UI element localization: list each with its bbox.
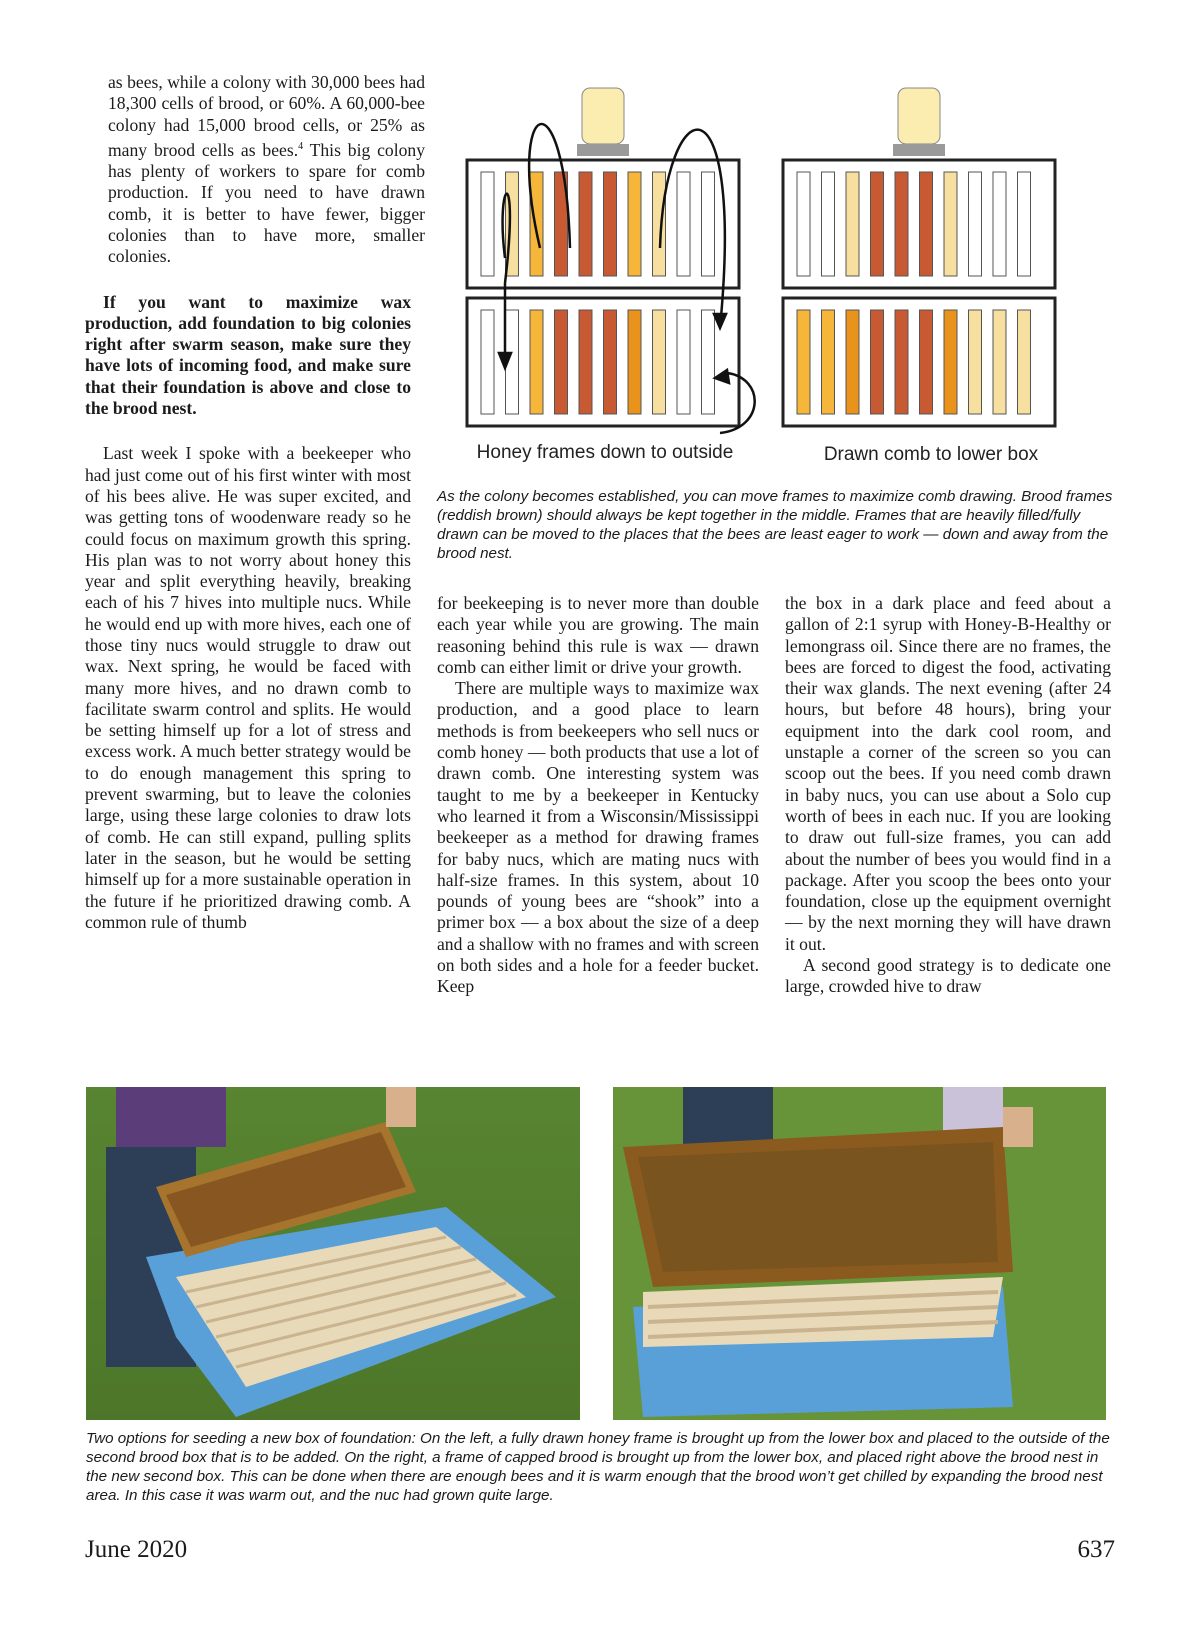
frame-brown: [871, 172, 884, 276]
frame-gold: [797, 310, 810, 414]
frame-brown: [604, 172, 617, 276]
frame-pale: [846, 172, 859, 276]
text-column-left: [85, 72, 425, 933]
frame-orange: [628, 310, 641, 414]
frame-white: [1018, 172, 1031, 276]
paragraph-left-1-cont: This big colony has plenty of workers to spare for comb production. If you need to have drawn comb, it is better to have fewer, bigger colonies than to have more, smaller colonies.: [108, 139, 425, 267]
paragraph-left-1: as bees, while a colony with 30,000 bees had 18,300 cells of brood, or 60%. A 60,000-bee colony had 15,000 brood cells, or 25% as many brood cells as bees.: [108, 72, 425, 160]
frame-white: [481, 172, 494, 276]
feeder-jar-right: [893, 88, 945, 156]
diagram-caption: As the colony becomes established, you can move frames to maximize comb drawing. Brood frames (reddish brown) should always be kept together in the middle. Frames that are heavily filled/fully drawn can be moved to the places that the bees are least eager to work — down and away from the brood nest.: [437, 488, 1113, 562]
frame-orange: [944, 310, 957, 414]
paragraph-right-1: the box in a dark place and feed about a gallon of 2:1 syrup with Honey-B-Healthy or lemongrass oil. Since there are no frames, the bees are forced to digest the food, activating their wax glands. The next evening (after 24 hours, but before 48 hours), bring your equipment into the dark cool room, and unstaple a corner of the screen so you can scoop out the bees. If you need comb drawn in baby nucs, you can use about a Solo cup worth of bees in each nuc. If you are looking to draw out full-size frames, you can add about the number of bees you would find in a package. After you scoop the bees onto your foundation, close up the equipment overnight — by the next morning they will have drawn it out.: [785, 593, 1111, 954]
frame-white: [677, 310, 690, 414]
frame-pale: [993, 310, 1006, 414]
pullout-bold-paragraph: If you want to maximize wax production, add foundation to big colonies right after swarm season, make sure they have lots of incoming food, and make sure that their foundation is above and close to the brood nest.: [85, 291, 411, 419]
footnote-marker: 4: [298, 140, 304, 152]
frame-brown: [555, 310, 568, 414]
photo-caption: Two options for seeding a new box of foundation: On the left, a fully drawn honey frame is brought up from the lower box and placed to the outside of the second brood box that is to be added. On the right, a frame of capped brood is brought up from the lower box, and placed right above the brood nest in the new second box. This can be done when there are enough bees and it is warm enough that the brood won’t get chilled by expanding the brood nest area. In this case it was warm out, and the nuc had grown quite large.: [86, 1430, 1110, 1504]
frame-gold: [628, 172, 641, 276]
diagram-label-right: Drawn comb to lower box: [823, 444, 1039, 465]
footer-date: June 2020: [85, 1536, 188, 1563]
frame-white: [702, 172, 715, 276]
frame-gold: [822, 310, 835, 414]
frame-white: [702, 310, 715, 414]
frame-brown: [871, 310, 884, 414]
frame-movement-diagram: [465, 78, 1117, 480]
paragraph-middle-1: for beekeeping is to never more than double each year while you are growing. The main reasoning behind this rule is wax — drawn comb can either limit or drive your growth.: [437, 593, 759, 677]
text-column-middle: [437, 593, 759, 998]
frame-brown: [604, 310, 617, 414]
frame-brown: [579, 172, 592, 276]
frame-pale: [653, 172, 666, 276]
frame-brown: [895, 172, 908, 276]
paragraph-right-2: A second good strategy is to dedicate one large, crowded hive to draw: [785, 955, 1111, 997]
frame-pale: [653, 310, 666, 414]
frame-white: [797, 172, 810, 276]
frame-gold: [530, 172, 543, 276]
frame-pale: [1018, 310, 1031, 414]
feeder-jar-left: [577, 88, 629, 156]
frame-pale: [969, 310, 982, 414]
paragraph-left-2: Last week I spoke with a beekeeper who had just come out of his first winter with most of his bees alive. He was super excited, and was getting tons of woodenware ready so he could focus on maximum growth this spring. His plan was to not worry about honey this year and split everything heavily, breaking each of his 7 hives into multiple nucs. While he would end up with more hives, each one of those tiny nucs would struggle to draw out wax. Next spring, he would be faced with many more hives, and no drawn comb to facilitate swarm control and splits. He would be setting himself up for a lot of stress and excess work. A much better strategy would be to do enough management this spring to prevent swarming, but to leave the colonies large, using these large colonies to draw lots of comb. He can still expand, pulling splits later in the season, but he would be setting himself up for a more sustainable operation in the future if he prioritized drawing comb. A common rule of thumb: [85, 443, 411, 932]
frame-gold: [530, 310, 543, 414]
frame-white: [822, 172, 835, 276]
photo-capped-brood-frame: [613, 1087, 1106, 1420]
frame-white: [481, 310, 494, 414]
hive-box-right-lower: [783, 298, 1055, 426]
frame-white: [993, 172, 1006, 276]
diagram-label-left: Honey frames down to outside: [476, 442, 734, 463]
page-number: 637: [1077, 1536, 1115, 1563]
frame-brown: [920, 310, 933, 414]
frame-white: [677, 172, 690, 276]
frame-brown: [579, 310, 592, 414]
frame-brown: [920, 172, 933, 276]
frame-brown: [895, 310, 908, 414]
frame-orange: [846, 310, 859, 414]
text-column-right: [785, 593, 1111, 998]
frame-pale: [944, 172, 957, 276]
hive-box-right-upper: [783, 160, 1055, 288]
photo-drawn-honey-frame: [86, 1087, 580, 1420]
frame-white: [969, 172, 982, 276]
paragraph-middle-2: There are multiple ways to maximize wax production, and a good place to learn methods is from beekeepers who sell nucs or comb honey — both products that use a lot of drawn comb. One interesting system was taught to me by a beekeeper in Kentucky who learned it from a Wisconsin/Mississippi beekeeper as a method for drawing frames for baby nucs, which are mating nucs with half-size frames. In this system, about 10 pounds of young bees are “shook” into a primer box — a box about the size of a deep and a shallow with no frames and with screen on both sides and a hole for a feeder bucket. Keep: [437, 678, 760, 997]
